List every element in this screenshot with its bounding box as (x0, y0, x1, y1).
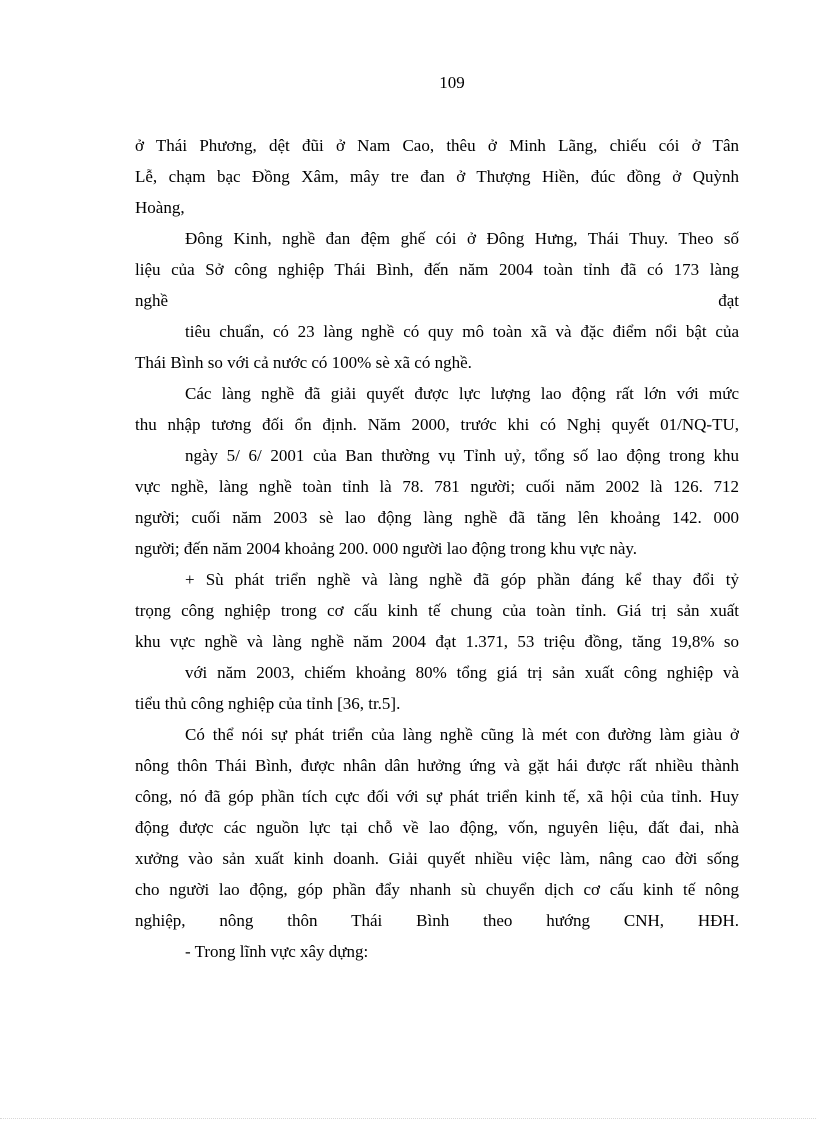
text-line: xưởng vào sản xuất kinh doanh. Giải quyết nhiều việc làm, nâng cao đời sống (135, 849, 739, 868)
text-line: vực nghề, làng nghề toàn tỉnh là 78. 781 người; cuối năm 2002 là 126. 712 (135, 477, 739, 496)
text-line: - Trong lĩnh vực xây dựng: (185, 942, 369, 961)
text-fragment: đạt (718, 291, 739, 310)
text-line: cho người lao động, góp phần đẩy nhanh sù chuyển dịch cơ cấu kinh tế nông (135, 880, 739, 899)
text-line: Lễ, chạm bạc Đồng Xâm, mây tre đan ở Thượng Hiền, đúc đồng ở Quỳnh (135, 167, 739, 186)
text-line: liệu của Sở công nghiệp Thái Bình, đến năm 2004 toàn tỉnh đã có 173 làng (135, 260, 739, 279)
text-line: ở Thái Phương, dệt đũi ở Nam Cao, thêu ở Minh Lãng, chiếu cói ở Tân (135, 136, 739, 155)
text-line: Các làng nghề đã giải quyết được lực lượng lao động rất lớn với mức (185, 384, 739, 403)
text-line: người; đến năm 2004 khoảng 200. 000 người lao động trong khu vực này. (135, 539, 638, 558)
page-number: 109 (439, 73, 465, 92)
text-fragment: nghề (135, 291, 169, 310)
text-line: Thái Bình so với cả nước có 100% sè xã có nghề. (135, 353, 472, 372)
text-line: công, nó đã góp phần tích cực đối với sự phát triển kinh tế, xã hội của tỉnh. Huy (135, 787, 739, 806)
text-line: tiểu thủ công nghiệp của tỉnh [36, tr.5]. (135, 694, 401, 713)
text-line: Hoàng, (135, 198, 185, 217)
text-line: nông thôn Thái Bình, được nhân dân hưởng ứng và gặt hái được rất nhiều thành (135, 756, 739, 775)
text-line: Đông Kinh, nghề đan đệm ghế cói ở Đông Hưng, Thái Thuy. Theo số (185, 229, 739, 248)
text-line: với năm 2003, chiếm khoảng 80% tổng giá trị sản xuất công nghiệp và (185, 663, 739, 682)
text-line: Có thể nói sự phát triển của làng nghề cũng là mét con đường làm giàu ở (185, 725, 739, 744)
text-line-split (135, 285, 739, 316)
text-line: người; cuối năm 2003 sè lao động làng nghề đã tăng lên khoảng 142. 000 (135, 508, 739, 527)
text-line: ngày 5/ 6/ 2001 của Ban thường vụ Tỉnh uỷ, tổng số lao động trong khu (185, 446, 739, 465)
text-line: động được các nguồn lực tại chỗ về lao động, vốn, nguyên liệu, đất đai, nhà (135, 818, 739, 837)
text-line: nghiệp, nông thôn Thái Bình theo hướng CNH, HĐH. (135, 911, 739, 930)
text-line: tiêu chuẩn, có 23 làng nghề có quy mô toàn xã và đặc điểm nổi bật của (185, 322, 739, 341)
body-text (135, 130, 739, 967)
text-line: thu nhập tương đối ổn định. Năm 2000, trước khi có Nghị quyết 01/NQ-TU, (135, 415, 739, 434)
text-line: trọng công nghiệp trong cơ cấu kinh tế chung của toàn tỉnh. Giá trị sản xuất (135, 601, 739, 620)
page-edge-divider (0, 1118, 816, 1119)
text-line: khu vực nghề và làng nghề năm 2004 đạt 1.371, 53 triệu đồng, tăng 19,8% so (135, 632, 739, 651)
text-line: + Sù phát triển nghề và làng nghề đã góp phần đáng kể thay đổi tỷ (185, 570, 739, 589)
